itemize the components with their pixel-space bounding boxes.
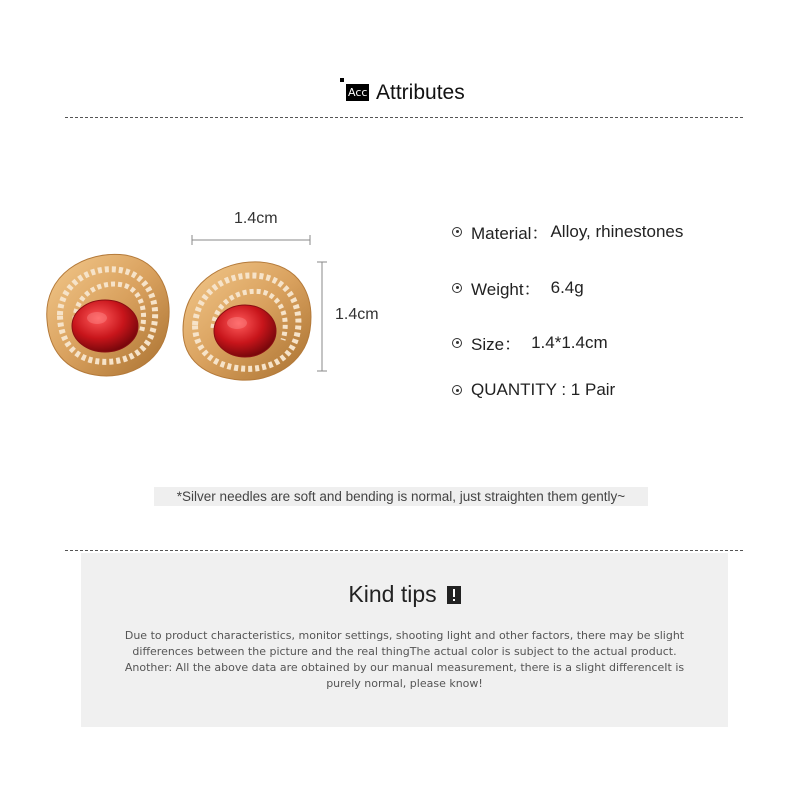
header-badge: Acc (348, 86, 368, 99)
header-dot (340, 78, 344, 82)
exclamation-icon (447, 586, 461, 604)
care-note: *Silver needles are soft and bending is normal, just straighten them gently~ (154, 487, 648, 506)
attribute-quantity (452, 380, 615, 400)
bullet-icon (452, 338, 462, 348)
attribute-label: Material： (471, 224, 549, 243)
tips-line: purely normal, please know! (326, 677, 483, 690)
bullet-icon (452, 227, 462, 237)
kind-tips-panel (81, 553, 728, 727)
page-title: Attributes (376, 81, 465, 104)
kind-tips-body (121, 628, 688, 692)
attribute-label: Weight： (471, 280, 541, 299)
width-dimension-label: 1.4cm (234, 210, 278, 227)
height-dimension-label: 1.4cm (335, 306, 379, 323)
attribute-value: 1.4*1.4cm (531, 332, 608, 352)
bottom-divider (65, 550, 743, 551)
tips-line: Another: All the above data are obtained by our manual measurement, there is a slight differenceIt is (124, 661, 685, 674)
bullet-icon (452, 385, 462, 395)
attribute-label: QUANTITY : 1 Pair (471, 380, 616, 399)
attribute-material (452, 219, 683, 244)
left-earring (47, 254, 169, 376)
top-divider (65, 117, 743, 118)
kind-tips-title: Kind tips (348, 581, 437, 607)
tips-line: differences between the picture and the real thingThe actual color is subject to the actual product. (132, 645, 677, 658)
attribute-value: Alloy, rhinestones (550, 221, 684, 241)
attribute-value: 6.4g (550, 277, 584, 297)
dimension-lines (185, 230, 335, 380)
kind-tips-heading (81, 581, 728, 608)
tips-line: Due to product characteristics, monitor settings, shooting light and other factors, there may be slight (124, 629, 685, 642)
bullet-icon (452, 283, 462, 293)
attribute-size (452, 330, 608, 355)
attribute-label: Size： (471, 335, 522, 354)
attribute-weight (452, 275, 584, 300)
